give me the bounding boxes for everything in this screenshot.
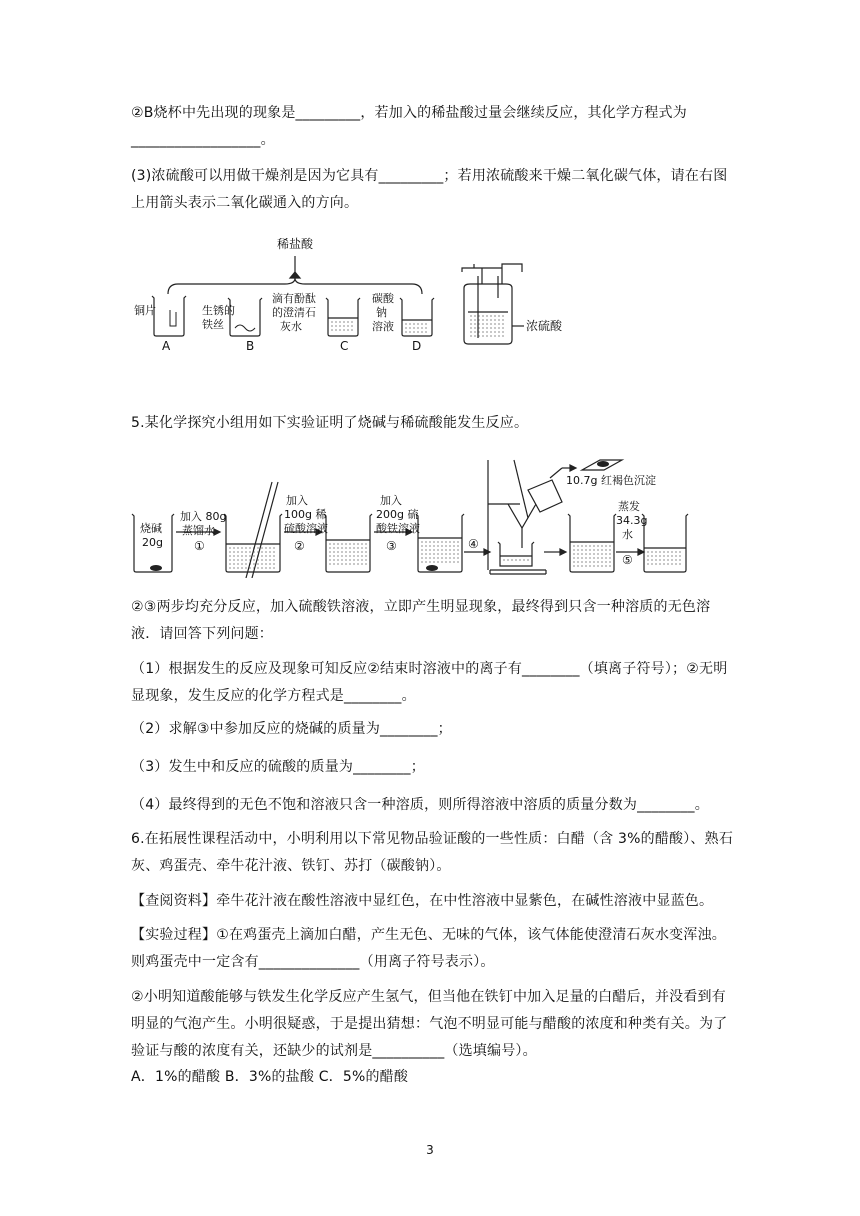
step1-label-b: 蒸馏水	[182, 524, 215, 537]
caustic-soda-label: 烧碱	[140, 522, 162, 535]
question-5-context: ②③两步均充分反应，加入硫酸铁溶液，立即产生明显现象，最终得到只含一种溶质的无色溶液．请回答下列问题：	[131, 599, 711, 642]
step1-label-a: 加入 80g	[180, 510, 227, 523]
step5-label-a: 蒸发	[618, 500, 640, 513]
question-5-part-2: （2）求解③中参加反应的烧碱的质量为________；	[131, 721, 452, 737]
beaker-c-label-1: 滴有酚酞	[272, 292, 316, 305]
beaker-d-label-2: 钠	[376, 306, 387, 319]
beaker-b-label-2: 铁丝	[202, 318, 224, 331]
beaker-b-label-1: 生锈的	[202, 304, 235, 317]
step2-label-a: 加入	[286, 494, 308, 507]
beaker-d-label-1: 碳酸	[372, 292, 394, 305]
question-5-part-4: （4）最终得到的无色不饱和溶液只含一种溶质，则所得溶液中溶质的质量分数为________。	[131, 797, 709, 813]
beaker-c-label-3: 灰水	[280, 320, 302, 333]
question-3-drying-agent: (3)浓硫酸可以用做干燥剂是因为它具有_________；若用浓硫酸来干燥二氧化碳气体，请在右图上用箭头表示二氧化碳通入的方向。	[131, 168, 728, 211]
label-a: A	[162, 339, 171, 353]
drying-agent-label: 浓硫酸	[526, 319, 563, 333]
acid-label: 稀盐酸	[276, 237, 314, 251]
question-6-options: A．1%的醋酸 B．3%的盐酸 C．5%的醋酸	[131, 1069, 409, 1085]
figure-experiment-flow	[130, 452, 690, 578]
beaker-a-label: 铜片	[134, 304, 156, 317]
question-6-experiment-2: ②小明知道酸能够与铁发生化学反应产生氢气，但当他在铁钉中加入足量的白醋后，并没看到有明显的气泡产生。小明很疑惑，于是提出猜想：气泡不明显可能与醋酸的浓度和种类有关。为了验证与酸的浓度有关，还缺少的试剂是__________（选填编号）。	[131, 989, 728, 1059]
label-c: C	[340, 339, 349, 353]
precipitate-label: 10.7g 红褐色沉淀	[566, 474, 656, 487]
step2-label-c: 硫酸溶液	[284, 522, 328, 535]
question-6-intro: 6.在拓展性课程活动中，小明利用以下常见物品验证酸的一些性质：白醋（含 3%的醋酸）、熟石灰、鸡蛋壳、牵牛花汁液、铁钉、苏打（碳酸钠）。	[131, 831, 734, 874]
step2-number: ②	[294, 539, 305, 553]
step5-label-b: 34.3g	[616, 514, 648, 527]
question-5-intro: 5.某化学探究小组用如下实验证明了烧碱与稀硫酸能发生反应。	[131, 415, 529, 431]
question-5-part-3: （3）发生中和反应的硫酸的质量为________；	[131, 759, 425, 775]
step5-label-c: 水	[622, 528, 633, 541]
question-part-b-phenomenon: ②B烧杯中先出现的现象是_________，若加入的稀盐酸过量会继续反应，其化学方程式为__________________。	[131, 105, 687, 148]
step3-label-b: 200g 硫	[376, 508, 419, 521]
step3-label-a: 加入	[380, 494, 402, 507]
beaker-d-label-3: 溶液	[372, 320, 394, 333]
label-d: D	[412, 339, 422, 353]
step2-label-b: 100g 稀	[284, 508, 327, 521]
caustic-soda-mass: 20g	[142, 536, 163, 549]
step1-number: ①	[194, 539, 205, 553]
step5-number: ⑤	[622, 553, 633, 567]
step4-number: ④	[468, 537, 479, 551]
question-6-reference: 【查阅资料】牵牛花汁液在酸性溶液中显红色，在中性溶液中显紫色，在碱性溶液中显蓝色。	[131, 893, 714, 909]
beaker-c-label-2: 的澄清石	[272, 306, 316, 319]
label-b: B	[246, 339, 255, 353]
question-6-experiment-1: 【实验过程】①在鸡蛋壳上滴加白醋，产生无色、无味的气体，该气体能使澄清石灰水变浑浊。 则鸡蛋壳中一定含有______________（用离子符号表示）。	[131, 927, 726, 970]
step3-label-c: 酸铁溶液	[376, 522, 420, 535]
question-5-part-1: （1）根据发生的反应及现象可知反应②结束时溶液中的离子有________（填离子符号）；②无明显现象，发生反应的化学方程式是________。	[131, 661, 728, 704]
step3-number: ③	[386, 539, 397, 553]
figure-beakers-hcl	[130, 228, 590, 356]
page-number: 3	[426, 1143, 434, 1157]
